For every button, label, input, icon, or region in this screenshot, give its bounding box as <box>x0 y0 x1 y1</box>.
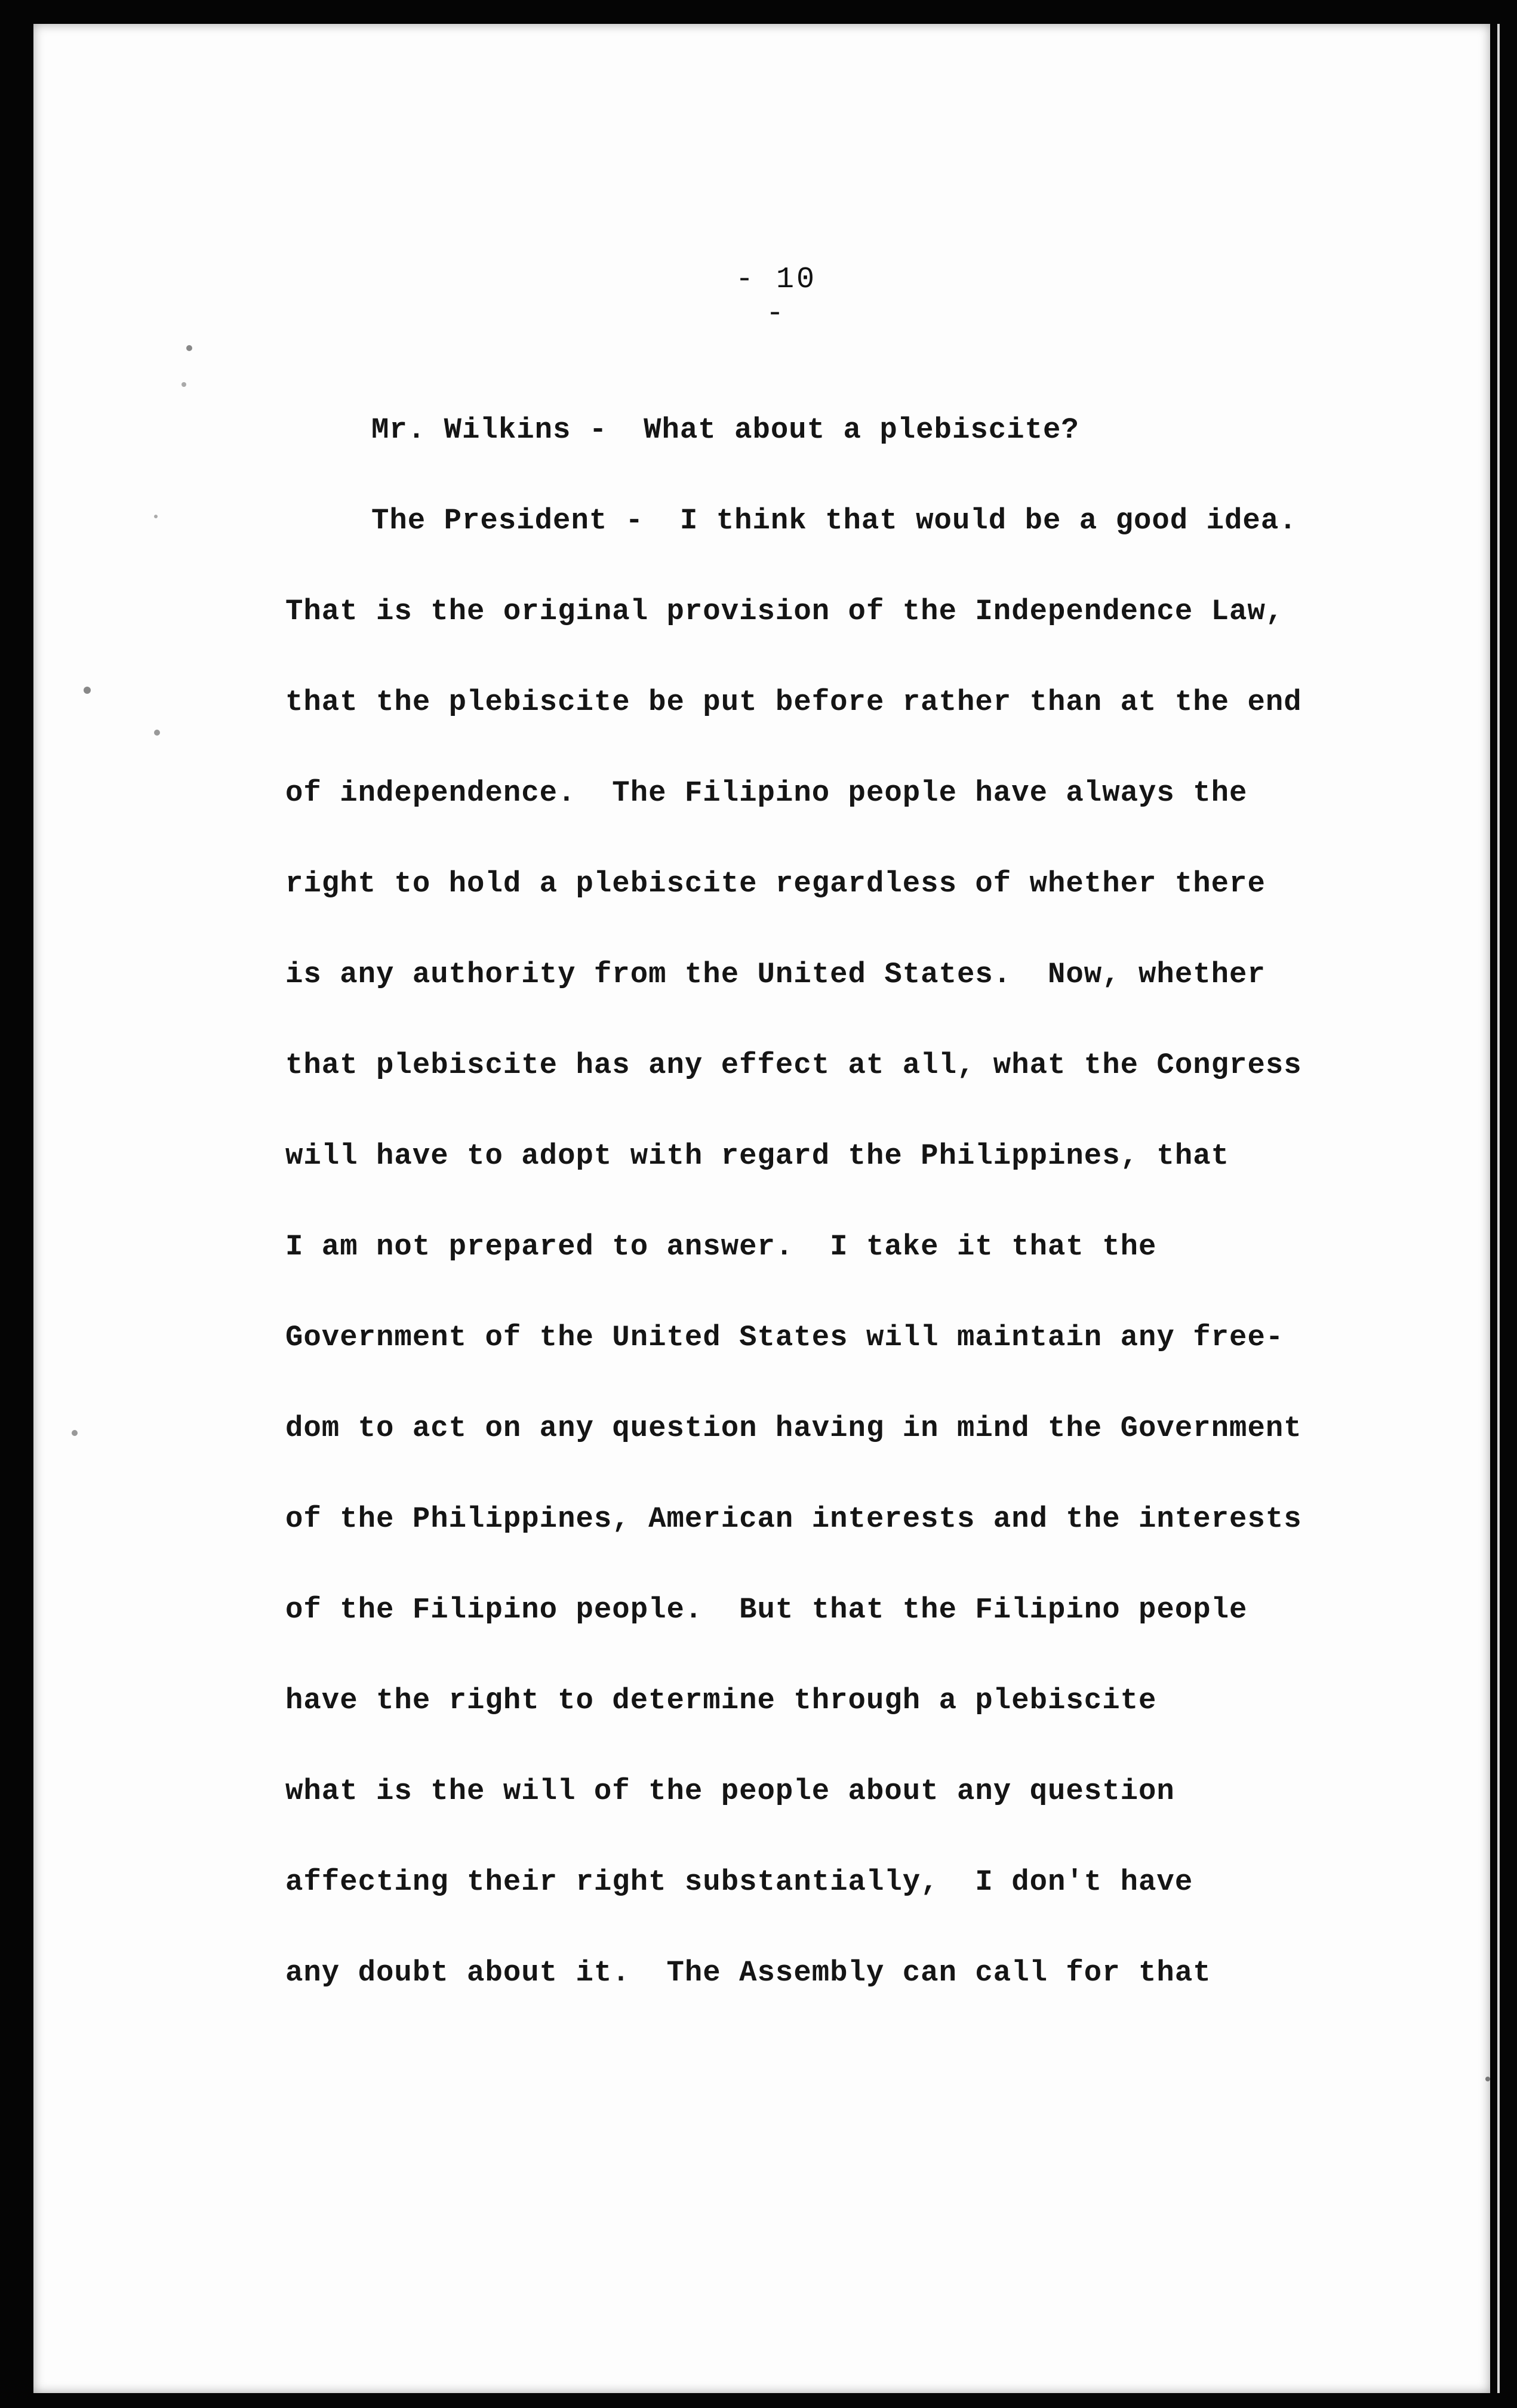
text-line: of the Filipino people. But that the Filipino people <box>285 1593 1248 1626</box>
text-line: The President - I think that would be a good idea. <box>371 504 1297 537</box>
text-line: I am not prepared to answer. I take it that the <box>285 1230 1157 1263</box>
text-line: That is the original provision of the Independence Law, <box>285 595 1284 628</box>
text-line: of independence. The Filipino people have always the <box>285 776 1248 810</box>
text-line: will have to adopt with regard the Philippines, that <box>285 1139 1230 1173</box>
scan-speck <box>84 687 91 694</box>
scan-speck <box>181 382 186 387</box>
document-page <box>33 24 1490 2393</box>
text-line: Government of the United States will maintain any free- <box>285 1321 1284 1354</box>
text-line: right to hold a plebiscite regardless of whether there <box>285 867 1266 900</box>
page-edge <box>1497 24 1500 2393</box>
text-line: is any authority from the United States. Now, whether <box>285 958 1266 991</box>
scan-speck <box>186 345 192 351</box>
text-line: what is the will of the people about any question <box>285 1775 1175 1808</box>
scan-speck <box>1485 2077 1490 2081</box>
text-line: any doubt about it. The Assembly can call for that <box>285 1956 1211 1989</box>
text-line: dom to act on any question having in mind the Government <box>285 1411 1302 1445</box>
text-line: that plebiscite has any effect at all, what the Congress <box>285 1048 1302 1082</box>
text-line: that the plebiscite be put before rather than at the end <box>285 685 1302 719</box>
text-line: of the Philippines, American interests and the interests <box>285 1502 1302 1536</box>
scan-speck <box>154 730 160 736</box>
scan-speck <box>154 515 158 518</box>
scan-speck <box>72 1430 78 1436</box>
text-line: Mr. Wilkins - What about a plebiscite? <box>371 413 1079 447</box>
page-number: - 10 - <box>735 263 817 331</box>
text-line: affecting their right substantially, I don't have <box>285 1865 1193 1899</box>
text-line: have the right to determine through a plebiscite <box>285 1684 1157 1717</box>
